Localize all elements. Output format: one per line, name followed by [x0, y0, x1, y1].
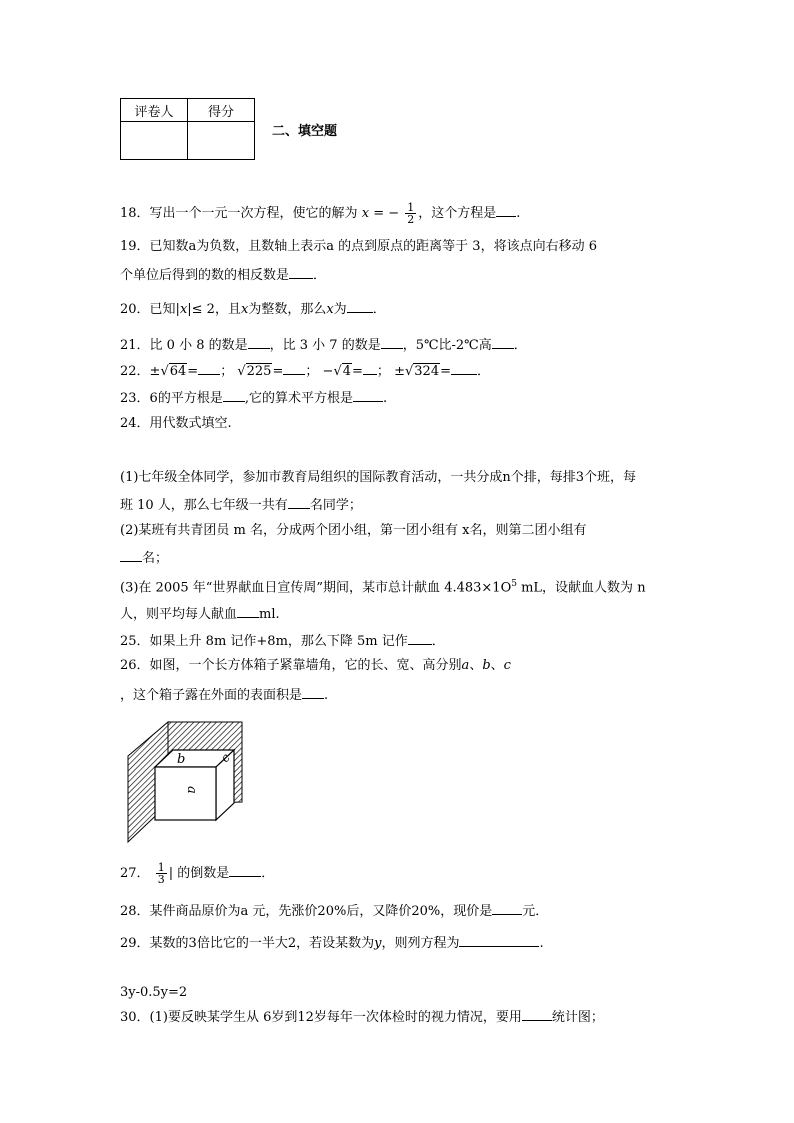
question-24-3-line-2: 人，则平均每人献血 ml. — [120, 603, 280, 624]
answer-blank — [408, 630, 432, 645]
question-29: 29．某数的3倍比它的一半大2，若设某数为y，则列方程为 . — [120, 932, 544, 953]
box-wall-corner-figure — [124, 718, 246, 844]
answer-blank — [459, 932, 539, 947]
question-25: 25．如果上升 8m 记作+8m，那么下降 5m 记作 ． — [120, 630, 445, 651]
score-header: 得分 — [188, 99, 255, 122]
answer-blank — [347, 298, 373, 313]
label-b: b — [177, 752, 186, 767]
label-a: a — [184, 786, 199, 794]
answer-blank — [492, 334, 514, 349]
grader-cell — [121, 122, 188, 160]
answer-blank — [363, 360, 377, 375]
question-23: 23．6的平方根是 ,它的算术平方根是 . — [120, 387, 387, 408]
answer-blank — [353, 387, 383, 402]
question-28: 28．某件商品原价为a 元，先涨价20%后，又降价20%，现价是 元． — [120, 900, 548, 921]
answer-blank — [492, 900, 522, 915]
answer-blank — [198, 360, 220, 375]
question-19-line-2: 个单位后得到的数的相反数是 ． — [120, 264, 326, 285]
question-24-1-line-2: 班 10 人，那么七年级一共有 名同学； — [120, 494, 362, 515]
answer-blank — [381, 334, 403, 349]
question-24-2-line-2: 名； — [120, 547, 168, 568]
answer-text: 3y-0.5y=2 — [120, 985, 188, 1000]
question-24-3-line-1: (3)在 2005 年“世界献血日宣传周”期间，某市总计献血 $4.483\times 1O^5$ mL，设献血人数为 n — [120, 579, 646, 596]
section-title: 二、填空题 — [272, 124, 338, 139]
fraction-one-half: $\frac{1}{2}$ — [407, 201, 415, 226]
fraction-one-third: $\frac{1}{3}$ — [157, 861, 165, 886]
answer-blank — [289, 264, 313, 279]
answer-blank — [451, 360, 477, 375]
score-cell — [188, 122, 255, 160]
question-19-line-1: 19．已知数a为负数，且数轴上表示a 的点到原点的距离等于 3，将该点向右移动 6 — [120, 239, 597, 254]
question-26-line-2: ，这个箱子露在外面的表面积是 . — [120, 684, 328, 705]
answer-blank — [120, 547, 142, 562]
question-24-2-line-1: (2)某班有共青团员 m 名，分成两个团小组，第一团小组有 x名，则第二团小组有 — [120, 523, 587, 538]
question-18: 18．写出一个一元一次方程，使它的解为 x = − $\frac{1}{2}$ ，这个方程是 . — [120, 201, 521, 226]
question-30: 30．(1)要反映某学生从 6岁到12岁每年一次体检时的视力情况，要用 统计图； — [120, 1006, 604, 1027]
question-24: 24．用代数式填空. — [120, 416, 232, 431]
answer-blank — [223, 387, 245, 402]
question-27: 27． $\frac{1}{3}$ | 的倒数是 ． — [120, 861, 275, 886]
question-26-line-1: 26．如图，一个长方体箱子紧靠墙角，它的长、宽、高分别a、b、c — [120, 658, 511, 673]
answer-blank — [302, 684, 324, 699]
answer-blank — [496, 202, 516, 217]
score-table — [120, 98, 255, 160]
question-20: 20．已知|x|≤ 2，且x为整数，那么x为 ． — [120, 298, 386, 319]
answer-blank — [248, 334, 270, 349]
question-24-1-line-1: (1)七年级全体同学，参加市教育局组织的国际教育活动，一共分成n个排，每排3个班，每 — [120, 470, 637, 485]
answer-blank — [237, 603, 259, 618]
question-22: 22．±√64= ； √225= ； −√4= ； ±√324= ． — [120, 360, 490, 381]
answer-blank — [283, 360, 305, 375]
label-c: c — [217, 750, 233, 766]
grader-header: 评卷人 — [121, 99, 188, 122]
answer-blank — [229, 862, 261, 877]
answer-blank — [288, 494, 310, 509]
answer-blank — [522, 1006, 552, 1021]
question-21: 21．比 0 小 8 的数是 ，比 3 小 7 的数是 ，5℃比-2℃高 ． — [120, 334, 527, 355]
